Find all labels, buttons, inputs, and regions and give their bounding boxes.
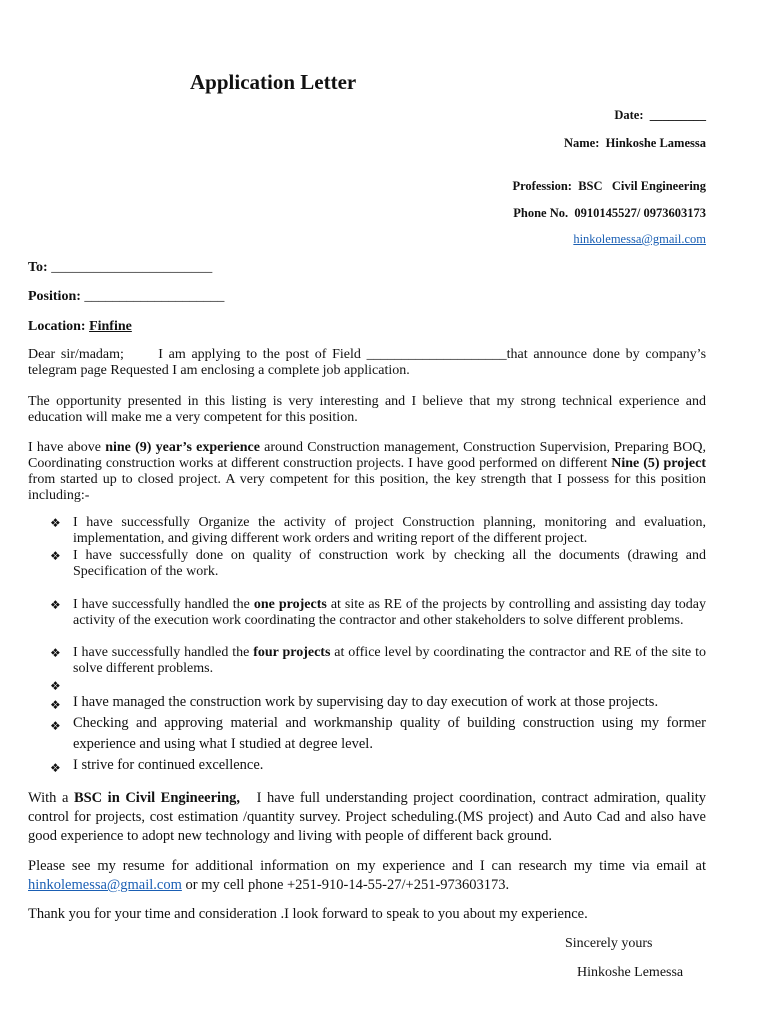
bullet-diamond-icon: ❖ — [50, 679, 61, 693]
profession-line — [512, 179, 706, 194]
qual-text-a: With a — [28, 790, 69, 806]
position-label: Position: — [28, 289, 81, 304]
contact-text-a: Please see my resume for additional information on my experience and I can research my time via email at — [28, 858, 706, 874]
date-line — [614, 108, 706, 123]
paragraph-thanks: Thank you for your time and consideration .I look forward to speak to you about my experience. — [28, 906, 588, 922]
bullet-text: Checking and approving material and workmanship quality of building construction using my former experience and using what I studied at degree level. — [73, 715, 706, 752]
list-item — [50, 515, 706, 547]
bullet-text: I have managed the construction work by supervising day to day execution of work at those projects. — [73, 694, 659, 710]
qual-text-c: I have full understanding project coordination, contract admiration, quality control for projects, cost estimation /quantity survey. Project scheduling.(MS project) and Auto Cad and also have good experience to adopt new technology and living with people of different back ground. — [28, 790, 707, 844]
location-label: Location: — [28, 319, 86, 334]
bullet-text: I have successfully Organize the activity of project Construction planning, monitoring and evaluation, implementation, and giving different work orders and writing report of the different project. — [73, 515, 706, 546]
bullet-text-c: at site as RE of the projects by controlling and assisting day today activity of the execution work coordinating the contractor and other stakeholders to solve different problems. — [73, 597, 707, 628]
name-label: Name: — [563, 136, 600, 150]
location-field — [28, 319, 132, 335]
intro-blank: ____________________ — [366, 347, 507, 362]
intro-text-b: that announce done by company’s telegram page Requested I am enclosing a complete job application. — [28, 347, 707, 378]
date-value: _________ — [649, 108, 706, 122]
paragraph-opportunity: The opportunity presented in this listing is very interesting and I believe that my strong technical experience and education will make me a very competent for this position. — [28, 394, 706, 425]
position-blank: ____________________ — [84, 289, 225, 304]
bullet-diamond-icon: ❖ — [50, 516, 61, 530]
bullet-diamond-icon: ❖ — [50, 719, 61, 733]
contact-email-link[interactable]: hinkolemessa@gmail.com — [28, 877, 182, 893]
bullet-text-a: I have successfully handled the — [73, 645, 250, 660]
paragraph-contact — [28, 857, 706, 895]
bullet-text-c: at office level by coordinating the contractor and RE of the site to solve different problems. — [73, 645, 707, 676]
qual-degree: BSC in Civil Engineering, — [73, 790, 241, 806]
bullet-text — [73, 645, 706, 677]
bullet-diamond-icon: ❖ — [50, 598, 61, 612]
paragraph-experience — [28, 440, 706, 504]
contact-text-b: or my cell phone +251-910-14-55-27/+251-973603173. — [185, 877, 510, 893]
phone-line — [513, 206, 706, 221]
bullet-text-a: I have successfully handled the — [73, 597, 250, 612]
list-item — [50, 645, 706, 677]
email-line — [573, 232, 706, 247]
bullet-diamond-icon: ❖ — [50, 646, 61, 660]
page-title: Application Letter — [190, 70, 357, 94]
bullet-diamond-icon: ❖ — [50, 698, 61, 712]
bullet-text — [73, 597, 706, 629]
list-item — [50, 713, 706, 755]
exp-text-a: I have above — [28, 440, 101, 455]
exp-text-c: around Construction management, Construction Supervision, Preparing BOQ, Coordinating construction works at different construction projects. I have good performed on different — [28, 440, 706, 471]
profession-value: BSC Civil Engineering — [578, 179, 706, 193]
exp-years: nine (9) year’s experience — [105, 440, 260, 455]
name-line — [564, 136, 706, 151]
to-blank: _______________________ — [51, 260, 213, 275]
date-label: Date: — [614, 108, 644, 122]
paragraph-intro — [28, 347, 706, 379]
list-item — [50, 548, 706, 580]
signature-name: Hinkoshe Lemessa — [577, 965, 684, 980]
bullet-bold: one projects — [253, 597, 327, 612]
bullet-text: I have successfully done on quality of construction work by checking all the documents (drawing and Specification of the work. — [73, 548, 706, 579]
position-field — [28, 289, 224, 305]
exp-projects: Nine (5) project — [611, 456, 707, 471]
phone-label: Phone No. — [513, 206, 569, 220]
email-link[interactable]: hinkolemessa@gmail.com — [573, 232, 706, 246]
bullet-diamond-icon: ❖ — [50, 761, 61, 775]
paragraph-qualification — [28, 789, 706, 846]
list-item — [50, 597, 706, 629]
bullet-bold: four projects — [253, 645, 331, 660]
location-value: Finfine — [89, 319, 132, 334]
closing-salutation: Sincerely yours — [565, 936, 653, 951]
to-field — [28, 260, 212, 276]
profession-label: Profession: — [512, 179, 572, 193]
bullet-text: I strive for continued excellence. — [73, 757, 264, 773]
name-value: Hinkoshe Lamessa — [605, 136, 706, 150]
list-item — [50, 755, 706, 776]
exp-text-e: from started up to closed project. A very competent for this position, the key strength that I possess for this position including:- — [28, 472, 706, 503]
bullet-diamond-icon: ❖ — [50, 549, 61, 563]
to-label: To: — [28, 260, 48, 275]
intro-text-a: Dear sir/madam; I am applying to the post of Field — [28, 347, 361, 362]
list-item — [50, 692, 706, 713]
phone-value: 0910145527/ 0973603173 — [574, 206, 706, 220]
